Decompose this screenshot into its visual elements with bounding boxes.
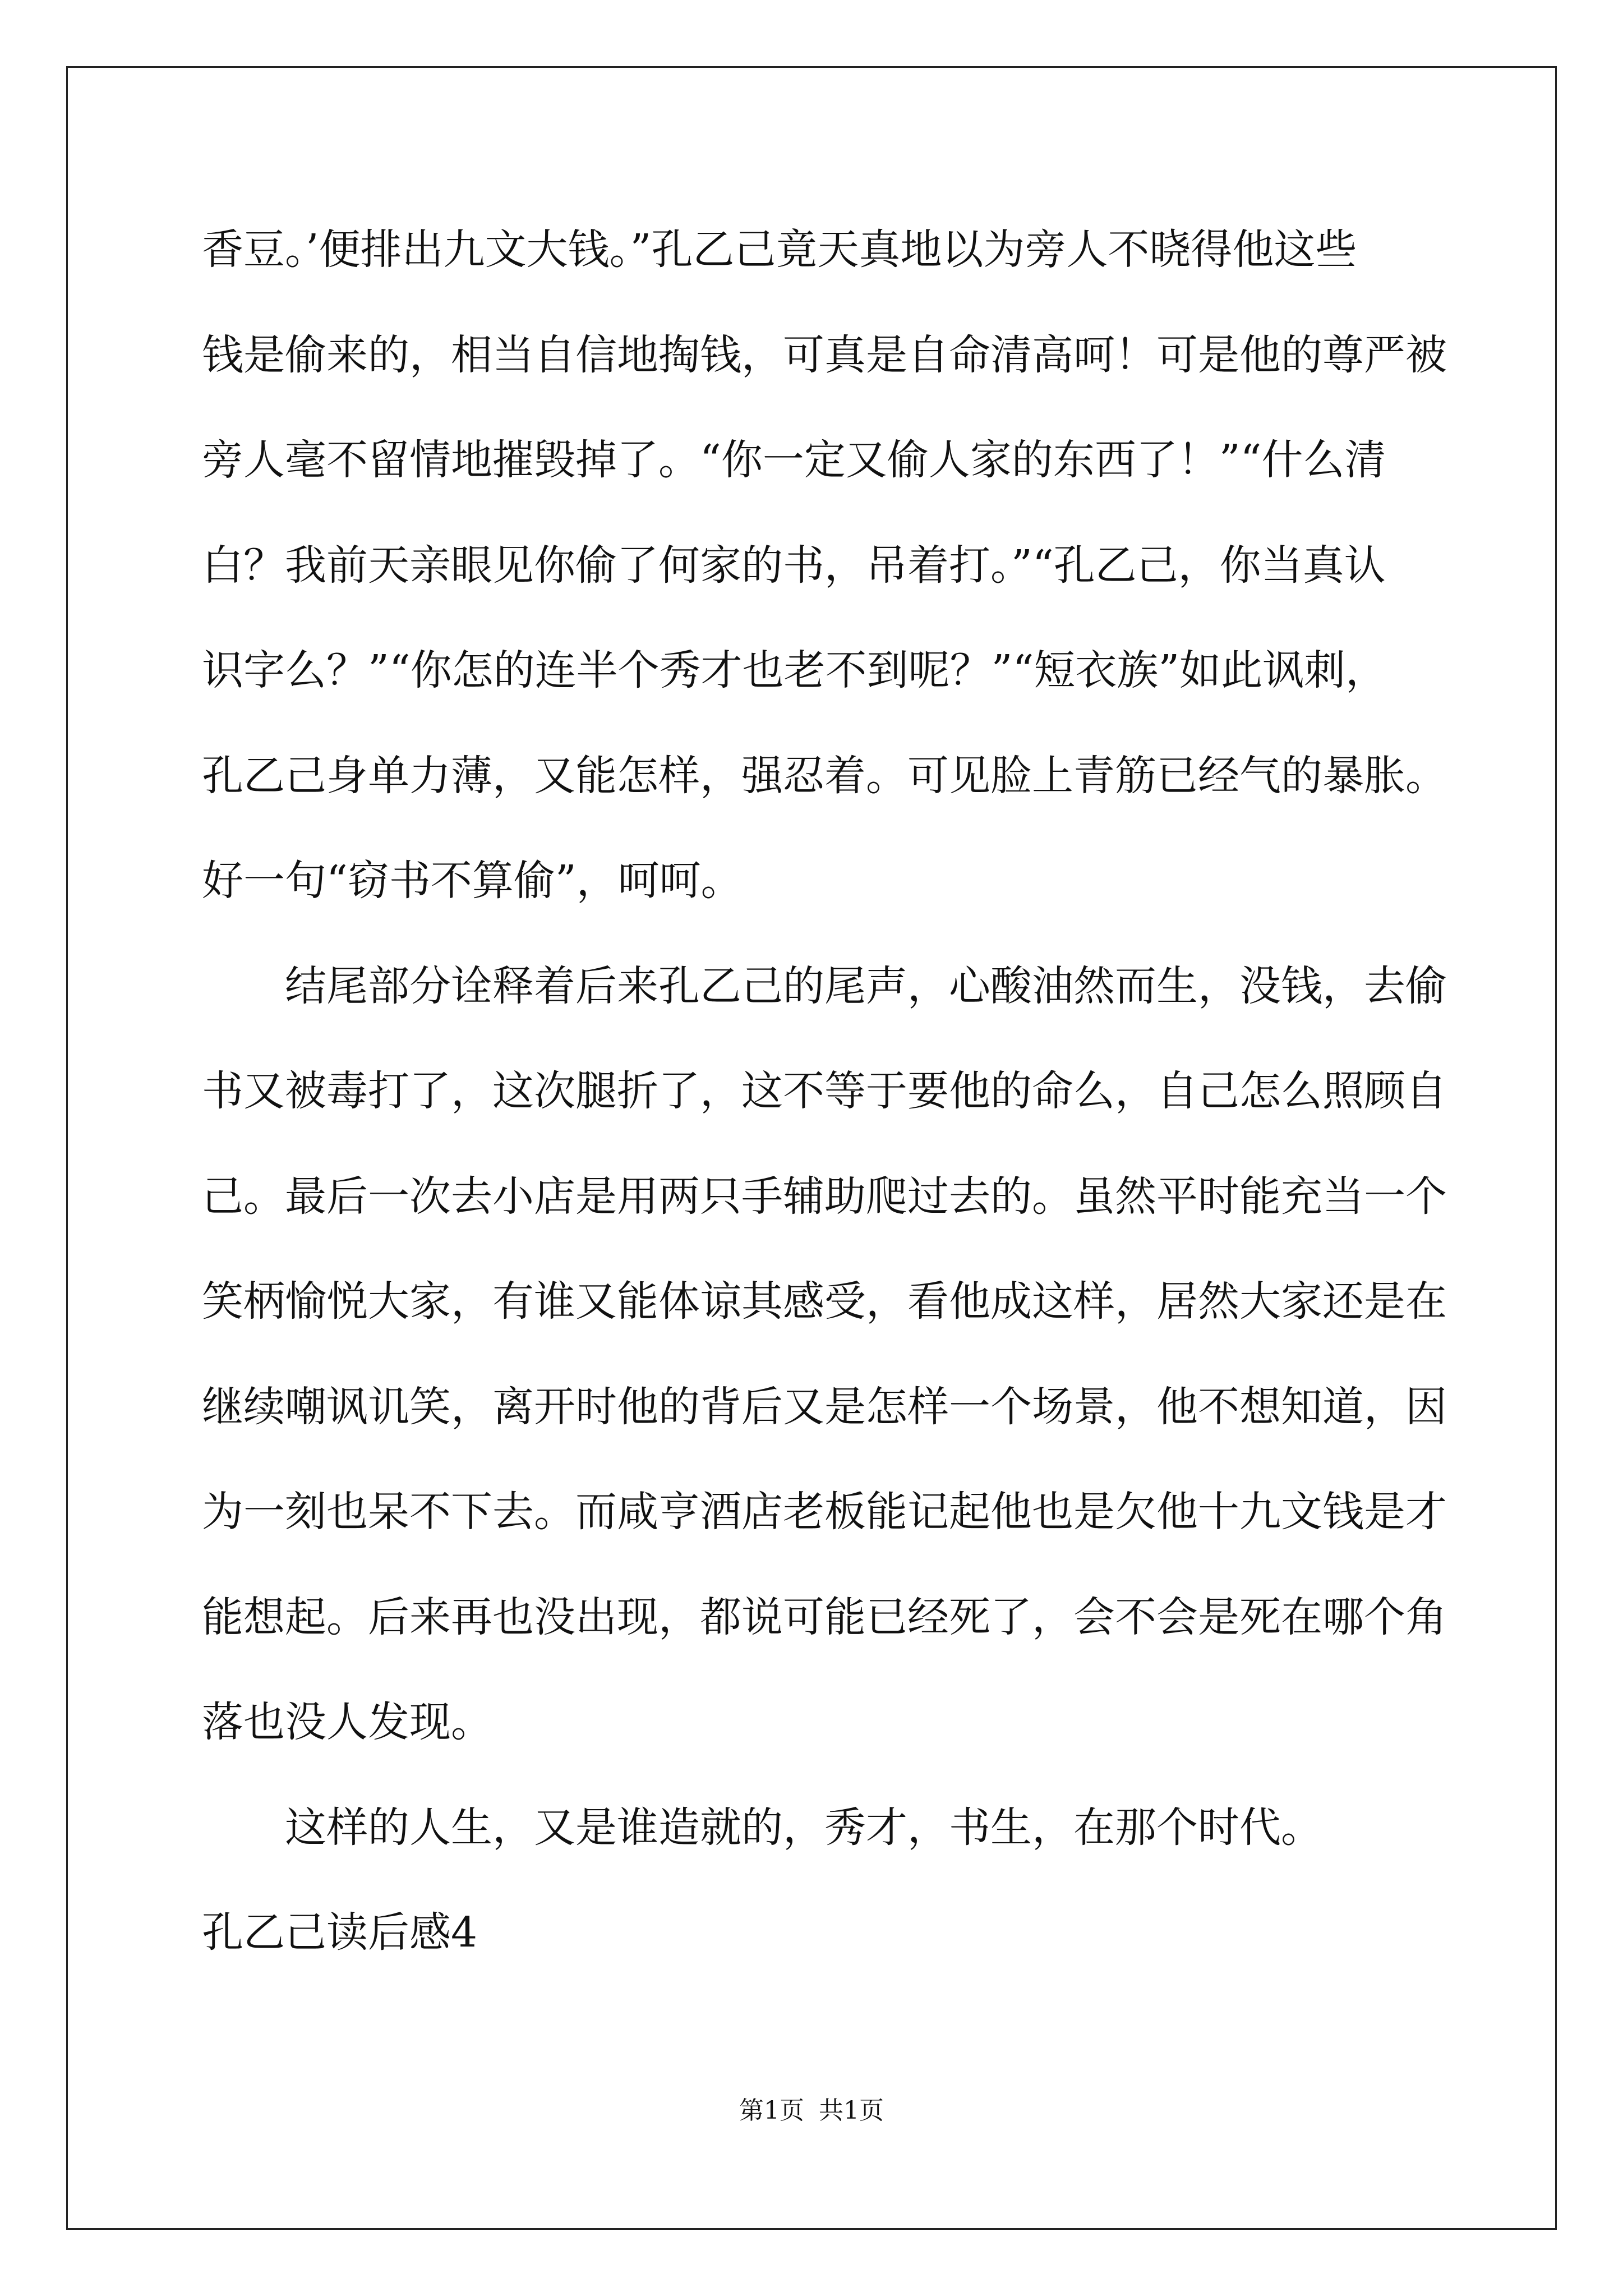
text-line: 好一句“窃书不算偷”，呵呵。 — [202, 857, 743, 905]
heading-text: 孔乙己读后感4 — [202, 1908, 478, 1957]
text-line: 结尾部分诠释着后来孔乙己的尾声，心酸油然而生，没钱，去偷 — [285, 961, 1447, 1010]
paragraph-1 — [202, 197, 1447, 934]
text-line: 落也没人发现。 — [202, 1698, 492, 1746]
text-line: 书又被毒打了，这次腿折了，这不等于要他的命么，自己怎么照顾自 — [202, 1067, 1447, 1115]
text-line: 能想起。后来再也没出现，都说可能已经死了，会不会是死在哪个角 — [202, 1593, 1447, 1641]
page-number: 第1页 — [739, 2096, 804, 2125]
text-line: 己。最后一次去小店是用两只手辅助爬过去的。虽然平时能充当一个 — [202, 1172, 1447, 1221]
document-body — [202, 197, 1447, 1986]
paragraph-3 — [202, 1775, 1436, 1881]
text-line: 识字么？”“你怎的连半个秀才也老不到呢？”“短衣族”如此讽刺， — [202, 646, 1387, 694]
text-line: 香豆。’便排出九文大钱。”孔乙己竟天真地以为旁人不晓得他这些 — [202, 226, 1357, 274]
page-footer — [0, 2094, 1623, 2128]
text-line: 钱是偷来的，相当自信地掏钱，可真是自命清高呵！可是他的尊严被 — [202, 330, 1447, 379]
text-line: 白？我前天亲眼见你偷了何家的书，吊着打。”“孔乙己，你当真认 — [202, 541, 1386, 590]
text-line: 继续嘲讽讥笑，离开时他的背后又是怎样一个场景，他不想知道，因 — [202, 1382, 1447, 1431]
text-line: 旁人毫不留情地摧毁掉了。“你一定又偷人家的东西了！”“什么清 — [202, 436, 1386, 484]
text-line: 为一刻也呆不下去。而咸亨酒店老板能记起他也是欠他十九文钱是才 — [202, 1488, 1447, 1536]
text-line: 笑柄愉悦大家，有谁又能体谅其感受，看他成这样，居然大家还是在 — [202, 1277, 1447, 1326]
text-line: 这样的人生，又是谁造就的，秀才，书生，在那个时代。 — [285, 1803, 1322, 1852]
page-total: 共1页 — [819, 2096, 884, 2125]
paragraph-2 — [202, 934, 1447, 1775]
text-line: 孔乙己身单力薄，又能怎样，强忍着。可见脸上青筋已经气的暴胀。 — [202, 751, 1447, 800]
section-heading — [202, 1880, 1436, 1986]
